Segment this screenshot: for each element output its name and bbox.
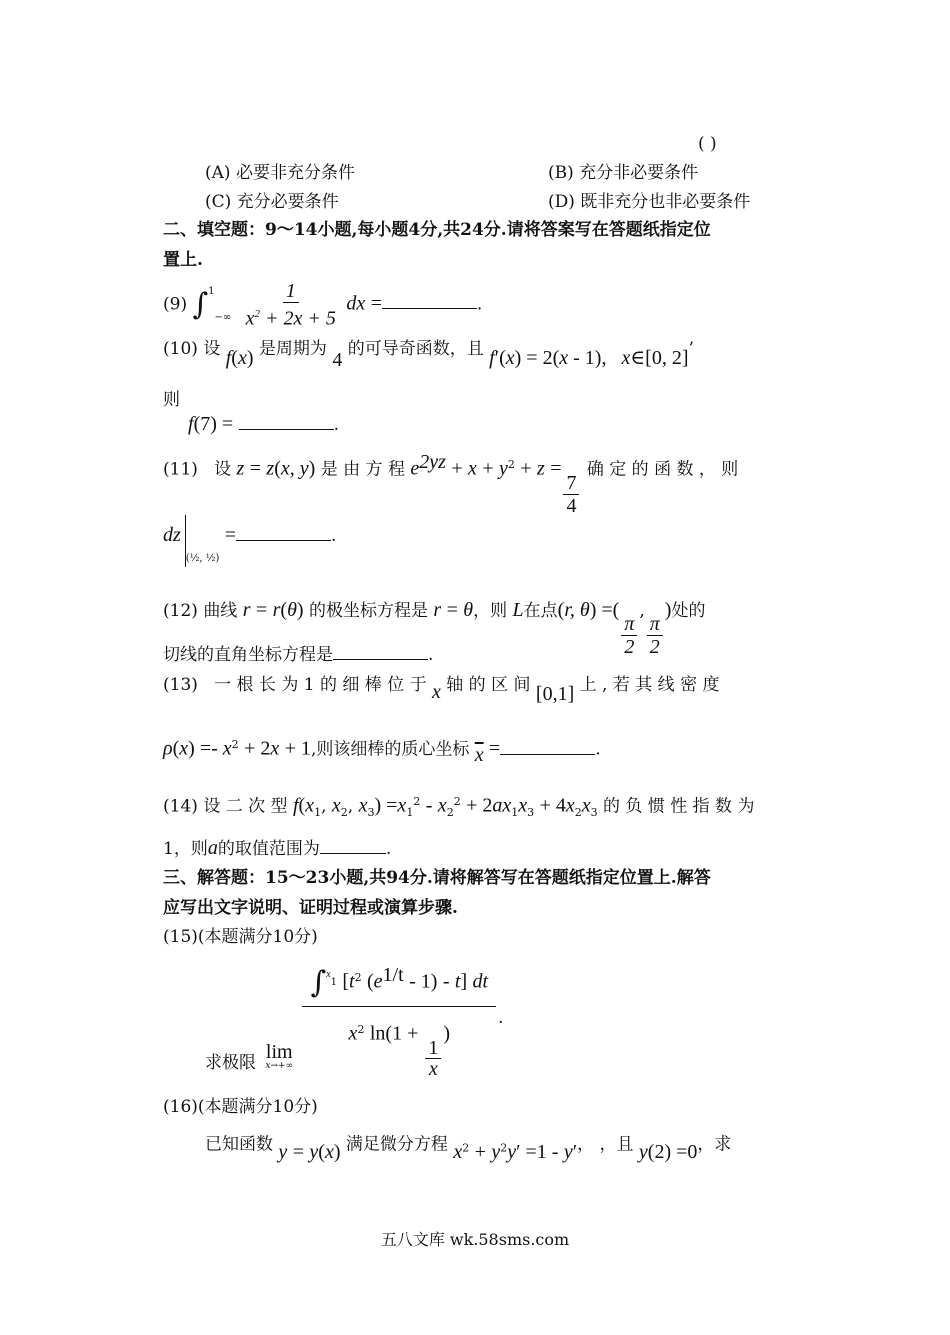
q9-number: (9) — [163, 294, 188, 315]
q10-text-4: 则 — [163, 390, 180, 410]
q11-text-2: 是 由 方 程 — [320, 459, 405, 480]
q16-number: (16) — [163, 1097, 198, 1117]
q12-text-3: ，则 — [473, 601, 508, 621]
answer-paren: ( ) — [698, 134, 717, 154]
q11-text-3: 确 定 的 函 数 ， 则 — [586, 459, 739, 480]
q13-text-3: 上 , 若 其 线 密 度 — [579, 675, 720, 695]
section2-heading-line2: 置上. — [163, 250, 203, 270]
q12-text-2: 的极坐标方程是 — [308, 601, 428, 621]
q16-text-2: 满足微分方程 — [345, 1134, 448, 1155]
q15-score: (本题满分10分) — [197, 927, 318, 947]
limit-operator: lim x→+∞ — [265, 1040, 294, 1071]
q14-text-1: 设 二 次 型 — [203, 796, 288, 817]
q12-text-4: 在点 — [523, 601, 558, 621]
q16-text-4: ，求 — [697, 1134, 732, 1155]
section2-heading-line1: 二、填空题：9～14小题,每小题4分,共24分.请将答案写在答题纸指定位 — [163, 220, 711, 240]
q12-line2-text: 切线的直角坐标方程是 — [163, 645, 333, 665]
question-13: (13) 一 根 长 为 1 的 细 棒 位 于 x 轴 的 区 间 [0,1] 上 , 若 其 线 密 度 — [163, 675, 720, 705]
q12-answer-blank — [333, 645, 428, 660]
question-12-line2: 切线的直角坐标方程是 . — [163, 645, 434, 665]
q15-text: 求极限 — [205, 1052, 256, 1073]
question-9: (9) ∫$^1$−∞ $\frac{1}{x^2 + 2x + 5}$ dx = . — [163, 280, 483, 330]
question-11: (11) 设 z = z(x, y) 是 由 方 程 $e^{2yz} + x + y^2 + z$ = $\frac{7}{4}$ 确 定 的 函 数 ， 则 — [163, 451, 739, 517]
q14-answer-blank — [320, 839, 386, 854]
q9-answer-blank — [382, 294, 477, 309]
question-13-line2: $\rho(x) =- x^2 + 2x + 1$,则该细棒的质心坐标 $\overline{x}$ = . — [163, 737, 601, 766]
q11-number: (11) — [163, 459, 198, 480]
option-b: (B) 充分非必要条件 — [548, 163, 699, 183]
question-14: (14) 设 二 次 型 $f(x_1$, $x_2$, $x_3) =x_1^2 - x_2^2 + 2ax_1x_3 + 4x_2x_3$ 的 负 惯 性 指 数 为 — [163, 794, 755, 820]
q13-text-2: 轴 的 区 间 — [446, 675, 531, 695]
q12-fraction-2: $\frac{\pi}{2}$ — [647, 613, 663, 658]
question-16-body: 已知函数 y = y(x) 满足微分方程 $x^2 + y^2y' =1 - y'$， ，且 y(2) =0，求 — [205, 1134, 732, 1163]
q12-text-1: 曲线 — [203, 601, 238, 621]
question-15-body: 求极限 lim x→+∞ ∫$^x$1 [$t^2$ $(e^{1/t} - 1) - t$] dt $x^2$ ln(1 + $\frac{1}{x}$ ) . — [205, 958, 504, 1083]
q12-number: (12) — [163, 601, 198, 621]
q13-text-1: 一 根 长 为 1 的 细 棒 位 于 — [214, 675, 427, 695]
q9-fraction: $\frac{1}{x^2 + 2x + 5}$ — [245, 280, 336, 330]
q14-line2-text-b: 的取值范围为 — [217, 839, 320, 859]
integral-sign: ∫ — [192, 286, 209, 322]
question-12: (12) 曲线 r = r(θ) 的极坐标方程是 r = θ，则 L在点(r, θ) =( $\frac{\pi}{2}$ , $\frac{\pi}{2}$ )处的 — [163, 599, 706, 658]
q10-answer-blank — [239, 415, 334, 430]
q15-number: (15) — [163, 927, 198, 947]
question-10-line2: 则 f(7) = . — [163, 390, 339, 435]
q11-fraction: $\frac{7}{4}$ — [563, 472, 579, 517]
q13-answer-blank — [500, 740, 595, 755]
question-14-line2: 1，则a的取值范围为 . — [163, 837, 392, 859]
q13-number: (13) — [163, 675, 198, 695]
q15-fraction: ∫$^x$1 [$t^2$ $(e^{1/t} - 1) - t$] dt $x^2$ ln(1 + $\frac{1}{x}$ ) — [302, 958, 496, 1079]
q16-score: (本题满分10分) — [197, 1097, 318, 1117]
q14-line2-text-a: 1，则 — [163, 839, 208, 859]
option-c: (C) 充分必要条件 — [205, 192, 339, 212]
question-11-line2: $dz_{(\frac{1}{2}, \frac{1}{2})}$ = . — [163, 515, 336, 571]
q16-text-1: 已知函数 — [205, 1134, 273, 1155]
q14-text-2: 的 负 惯 性 指 数 为 — [603, 796, 755, 817]
q11-text-1: 设 — [214, 459, 232, 480]
q10-text-2: 是周期为 — [258, 339, 327, 359]
q11-answer-blank — [236, 526, 331, 541]
q16-text-3: ，且 — [599, 1134, 634, 1155]
question-15-header — [163, 925, 318, 949]
option-a: (A) 必要非充分条件 — [205, 163, 355, 183]
q13-text-4: ,则该细棒的质心坐标 — [310, 739, 470, 760]
section3-heading-line1: 三、解答题：15～23小题,共94分.请将解答写在答题纸指定位置上.解答 — [163, 868, 711, 888]
question-10: (10) 设 f(x) 是周期为 4 的可导奇函数，且 f′(x) = 2(x - 1), x∈[0, 2]’ — [163, 339, 694, 371]
q10-text-1: 设 — [203, 339, 221, 359]
question-16-header — [163, 1095, 318, 1119]
q10-text-3: 的可导奇函数，且 — [347, 339, 484, 359]
q12-text-5: 处的 — [671, 601, 706, 621]
q14-number: (14) — [163, 796, 198, 817]
section3-heading-line2: 应写出文字说明、证明过程或演算步骤. — [163, 898, 458, 918]
option-d: (D) 既非充分也非必要条件 — [548, 192, 751, 212]
q12-fraction-1: $\frac{\pi}{2}$ — [621, 613, 637, 658]
q10-number: (10) — [163, 339, 198, 359]
footer-watermark: 五八文库 wk.58sms.com — [380, 1230, 570, 1249]
